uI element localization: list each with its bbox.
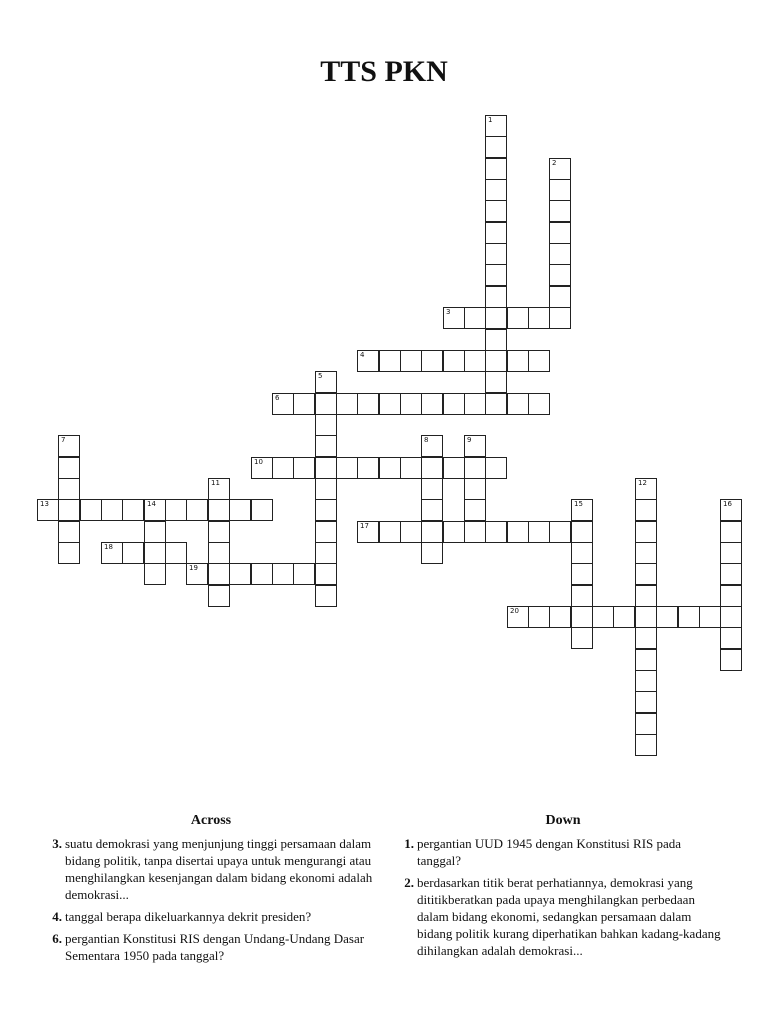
crossword-cell[interactable] — [528, 307, 550, 329]
crossword-cell[interactable] — [528, 393, 550, 415]
crossword-cell[interactable] — [464, 307, 486, 329]
crossword-cell[interactable] — [421, 350, 443, 372]
crossword-cell[interactable] — [528, 350, 550, 372]
crossword-cell[interactable] — [720, 627, 742, 649]
crossword-cell[interactable] — [635, 521, 657, 543]
crossword-cell[interactable] — [443, 521, 465, 543]
down-heading: Down — [545, 813, 581, 828]
crossword-cell[interactable] — [144, 563, 166, 585]
crossword-cell[interactable] — [485, 350, 507, 372]
crossword-cell[interactable] — [464, 478, 486, 500]
crossword-cell[interactable] — [400, 521, 422, 543]
crossword-cell[interactable] — [613, 606, 635, 628]
crossword-cell[interactable] — [58, 435, 80, 457]
crossword-cell[interactable] — [507, 606, 529, 628]
crossword-cell[interactable] — [571, 627, 593, 649]
crossword-cell[interactable] — [635, 713, 657, 735]
crossword-cell[interactable] — [272, 393, 294, 415]
cell-number: 8 — [424, 436, 429, 444]
cell-number: 14 — [147, 500, 156, 508]
crossword-cell[interactable] — [720, 649, 742, 671]
crossword-cell[interactable] — [464, 435, 486, 457]
clue-number: 6. — [52, 931, 62, 946]
crossword-cell[interactable] — [571, 606, 593, 628]
cell-number: 6 — [275, 394, 280, 402]
crossword-cell[interactable] — [315, 414, 337, 436]
crossword-cell[interactable] — [571, 542, 593, 564]
cell-number: 9 — [467, 436, 472, 444]
clue-text: tanggal berapa dikeluarkannya dekrit presiden? — [65, 909, 312, 924]
crossword-cell[interactable] — [678, 606, 700, 628]
crossword-cell[interactable] — [101, 542, 123, 564]
cell-number: 10 — [254, 458, 263, 466]
crossword-cell[interactable] — [122, 542, 144, 564]
crossword-cell[interactable] — [485, 264, 507, 286]
crossword-cell[interactable] — [379, 393, 401, 415]
clue-text: suatu demokrasi yang menjunjung tinggi persamaan dalam bidang politik, tanpa disertai upaya untuk mengurangi atau menghilangkan kesenjangan dalam bidang ekonomi adalah demokrasi... — [65, 836, 373, 902]
clue-number: 1. — [404, 836, 414, 851]
crossword-cell[interactable] — [635, 606, 657, 628]
crossword-cell[interactable] — [357, 521, 379, 543]
cell-number: 16 — [723, 500, 732, 508]
crossword-cell[interactable] — [464, 457, 486, 479]
crossword-cell[interactable] — [144, 499, 166, 521]
clue-item — [398, 874, 728, 959]
crossword-cell[interactable] — [720, 606, 742, 628]
crossword-cell[interactable] — [720, 542, 742, 564]
crossword-cell[interactable] — [421, 542, 443, 564]
crossword-cell[interactable] — [315, 521, 337, 543]
crossword-cell[interactable] — [507, 350, 529, 372]
crossword-cell[interactable] — [635, 478, 657, 500]
crossword-cell[interactable] — [549, 222, 571, 244]
crossword-cell[interactable] — [251, 457, 273, 479]
crossword-cell[interactable] — [485, 393, 507, 415]
crossword-cell[interactable] — [485, 222, 507, 244]
crossword-cell[interactable] — [592, 606, 614, 628]
crossword-cell[interactable] — [58, 521, 80, 543]
crossword-cell[interactable] — [421, 457, 443, 479]
crossword-cell[interactable] — [251, 563, 273, 585]
crossword-cell[interactable] — [208, 478, 230, 500]
crossword-cell[interactable] — [443, 307, 465, 329]
crossword-cell[interactable] — [720, 585, 742, 607]
crossword-cell[interactable] — [443, 350, 465, 372]
crossword-cell[interactable] — [720, 499, 742, 521]
crossword-cell[interactable] — [549, 200, 571, 222]
crossword-cell[interactable] — [58, 478, 80, 500]
crossword-cell[interactable] — [336, 393, 358, 415]
cell-number: 12 — [638, 479, 647, 487]
crossword-cell[interactable] — [549, 158, 571, 180]
crossword-cell[interactable] — [421, 521, 443, 543]
crossword-cell[interactable] — [208, 521, 230, 543]
crossword-cell[interactable] — [485, 457, 507, 479]
clue-text: pergantian UUD 1945 dengan Konstitusi RIS pada tanggal? — [417, 836, 682, 868]
cell-number: 11 — [211, 479, 220, 487]
crossword-cell[interactable] — [122, 499, 144, 521]
crossword-cell[interactable] — [464, 499, 486, 521]
crossword-cell[interactable] — [251, 499, 273, 521]
crossword-cell[interactable] — [336, 457, 358, 479]
crossword-cell[interactable] — [699, 606, 721, 628]
crossword-cell[interactable] — [315, 478, 337, 500]
cell-number: 7 — [61, 436, 66, 444]
crossword-cell[interactable] — [485, 179, 507, 201]
crossword-cell[interactable] — [485, 243, 507, 265]
across-heading: Across — [190, 813, 232, 828]
cell-number: 15 — [574, 500, 583, 508]
crossword-cell[interactable] — [507, 521, 529, 543]
cell-number: 2 — [552, 159, 557, 167]
crossword-cell[interactable] — [315, 585, 337, 607]
crossword-cell[interactable] — [400, 350, 422, 372]
crossword-cell[interactable] — [80, 499, 102, 521]
crossword-cell[interactable] — [208, 585, 230, 607]
crossword-cell[interactable] — [58, 542, 80, 564]
crossword-cell[interactable] — [443, 457, 465, 479]
crossword-cell[interactable] — [165, 542, 187, 564]
crossword-cell[interactable] — [507, 393, 529, 415]
crossword-cell[interactable] — [635, 585, 657, 607]
crossword-cell[interactable] — [293, 393, 315, 415]
crossword-cell[interactable] — [144, 542, 166, 564]
crossword-cell[interactable] — [720, 563, 742, 585]
cell-number: 5 — [318, 372, 323, 380]
crossword-cell[interactable] — [208, 499, 230, 521]
crossword-cell[interactable] — [357, 457, 379, 479]
crossword-cell[interactable] — [379, 457, 401, 479]
across-clues — [46, 812, 376, 969]
crossword-cell[interactable] — [485, 286, 507, 308]
crossword-cell[interactable] — [635, 542, 657, 564]
crossword-cell[interactable] — [485, 115, 507, 137]
crossword-cell[interactable] — [315, 563, 337, 585]
crossword-cell[interactable] — [165, 499, 187, 521]
crossword-cell[interactable] — [485, 371, 507, 393]
crossword-cell[interactable] — [400, 457, 422, 479]
crossword-cell[interactable] — [272, 457, 294, 479]
crossword-cell[interactable] — [635, 670, 657, 692]
crossword-cell[interactable] — [528, 521, 550, 543]
crossword-cell[interactable] — [485, 307, 507, 329]
clue-item — [398, 835, 728, 869]
clue-text: berdasarkan titik berat perhatiannya, demokrasi yang dititikberatkan pada upaya menghilangkan perbedaan dalam bidang ekonomi, sedangkan persamaan dalam bidang politik kurang diperhatikan bahkan kadang-kadang dihilangkan adalah demokrasi... — [417, 875, 721, 958]
crossword-cell[interactable] — [549, 179, 571, 201]
crossword-cell[interactable] — [229, 563, 251, 585]
crossword-cell[interactable] — [656, 606, 678, 628]
clue-item — [46, 930, 376, 964]
crossword-cell[interactable] — [635, 563, 657, 585]
cell-number: 1 — [488, 116, 493, 124]
clue-item — [46, 908, 376, 925]
page-title: TTS PKN — [320, 55, 448, 88]
crossword-cell[interactable] — [144, 521, 166, 543]
crossword-cell[interactable] — [485, 158, 507, 180]
cell-number: 18 — [104, 543, 113, 551]
crossword-cell[interactable] — [464, 350, 486, 372]
crossword-cell[interactable] — [208, 542, 230, 564]
crossword-cell[interactable] — [400, 393, 422, 415]
crossword-cell[interactable] — [421, 435, 443, 457]
crossword-cell[interactable] — [635, 627, 657, 649]
crossword-cell[interactable] — [528, 606, 550, 628]
crossword-cell[interactable] — [315, 371, 337, 393]
crossword-cell[interactable] — [443, 393, 465, 415]
crossword-cell[interactable] — [549, 286, 571, 308]
crossword-cell[interactable] — [464, 393, 486, 415]
cell-number: 17 — [360, 522, 369, 530]
crossword-cell[interactable] — [549, 307, 571, 329]
down-clues — [398, 812, 728, 964]
crossword-cell[interactable] — [635, 734, 657, 756]
crossword-cell[interactable] — [485, 136, 507, 158]
crossword-cell[interactable] — [485, 329, 507, 351]
crossword-cell[interactable] — [549, 521, 571, 543]
crossword-cell[interactable] — [421, 499, 443, 521]
crossword-cell[interactable] — [571, 499, 593, 521]
crossword-cell[interactable] — [379, 521, 401, 543]
cell-number: 13 — [40, 500, 49, 508]
crossword-cell[interactable] — [208, 563, 230, 585]
crossword-cell[interactable] — [101, 499, 123, 521]
crossword-cell[interactable] — [58, 457, 80, 479]
crossword-cell[interactable] — [571, 521, 593, 543]
crossword-cell[interactable] — [186, 563, 208, 585]
cell-number: 20 — [510, 607, 519, 615]
crossword-cell[interactable] — [635, 691, 657, 713]
crossword-cell[interactable] — [485, 200, 507, 222]
crossword-cell[interactable] — [293, 457, 315, 479]
cell-number: 3 — [446, 308, 451, 316]
crossword-cell[interactable] — [421, 478, 443, 500]
crossword-cell[interactable] — [720, 521, 742, 543]
clue-number: 3. — [52, 836, 62, 851]
crossword-cell[interactable] — [58, 499, 80, 521]
clue-number: 2. — [404, 875, 414, 890]
crossword-cell[interactable] — [315, 499, 337, 521]
crossword-cell[interactable] — [549, 606, 571, 628]
crossword-cell[interactable] — [571, 563, 593, 585]
crossword-cell[interactable] — [186, 499, 208, 521]
crossword-cell[interactable] — [315, 457, 337, 479]
crossword-cell[interactable] — [571, 585, 593, 607]
crossword-cell[interactable] — [357, 350, 379, 372]
crossword-cell[interactable] — [315, 542, 337, 564]
crossword-cell[interactable] — [421, 393, 443, 415]
crossword-cell[interactable] — [293, 563, 315, 585]
crossword-cell[interactable] — [549, 243, 571, 265]
crossword-cell[interactable] — [635, 499, 657, 521]
clue-number: 4. — [52, 909, 62, 924]
crossword-cell[interactable] — [464, 521, 486, 543]
crossword-cell[interactable] — [635, 649, 657, 671]
crossword-cell[interactable] — [379, 350, 401, 372]
clue-text: pergantian Konstitusi RIS dengan Undang-Undang Dasar Sementara 1950 pada tanggal? — [65, 931, 365, 963]
crossword-cell[interactable] — [485, 521, 507, 543]
clue-item — [46, 835, 376, 903]
crossword-cell[interactable] — [272, 563, 294, 585]
crossword-cell[interactable] — [315, 435, 337, 457]
cell-number: 4 — [360, 351, 365, 359]
crossword-cell[interactable] — [229, 499, 251, 521]
crossword-cell[interactable] — [549, 264, 571, 286]
crossword-cell[interactable] — [315, 393, 337, 415]
crossword-cell[interactable] — [357, 393, 379, 415]
crossword-cell[interactable] — [507, 307, 529, 329]
cell-number: 19 — [189, 564, 198, 572]
crossword-cell[interactable] — [37, 499, 59, 521]
